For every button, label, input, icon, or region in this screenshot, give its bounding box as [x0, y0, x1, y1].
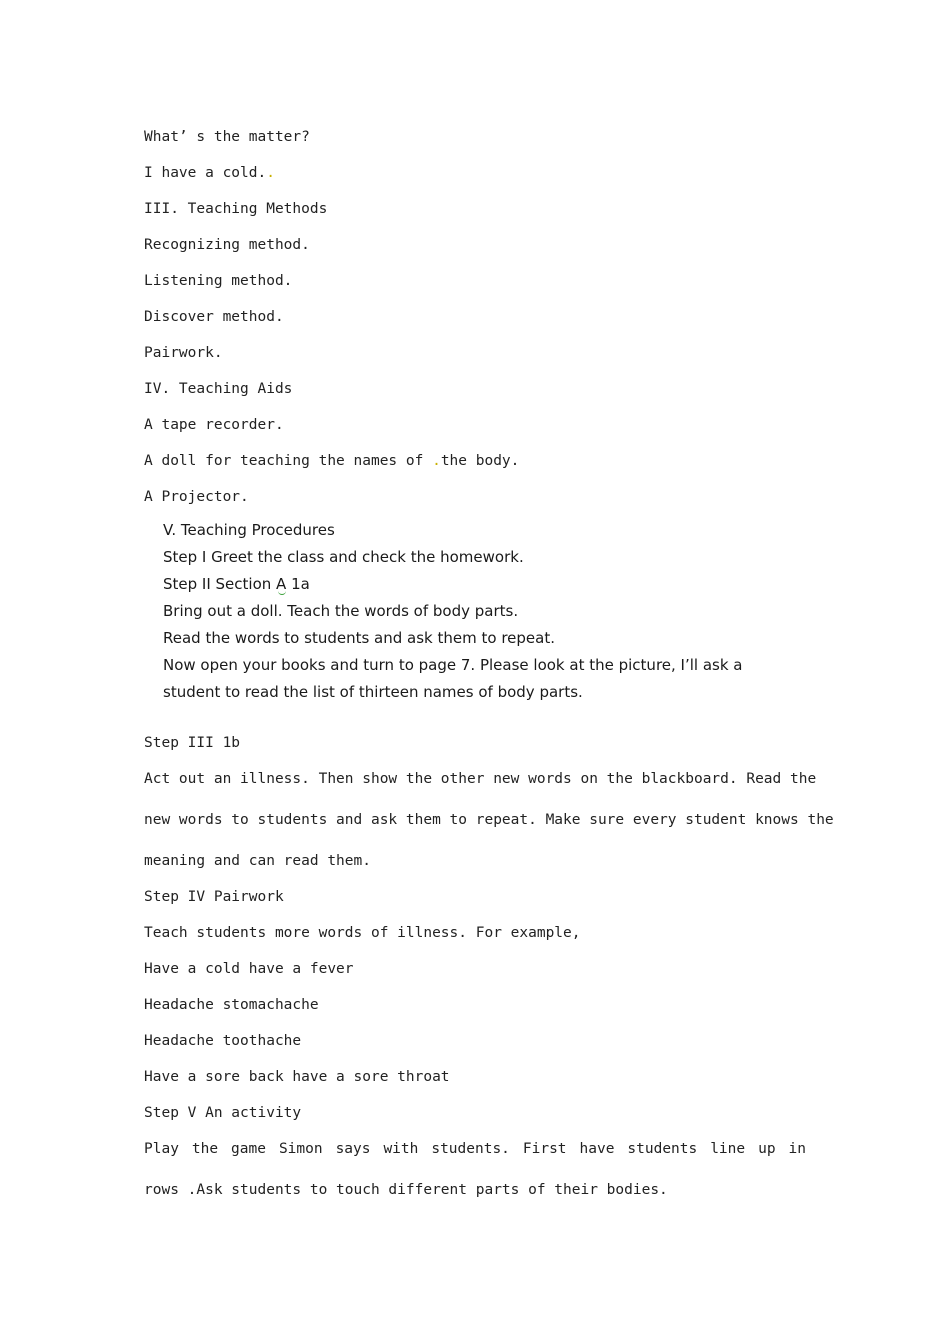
example-line-3: Headache toothache — [144, 1033, 302, 1049]
text-line-open-books-1: Now open your books and turn to page 7. Please look at the picture, I’ll ask a — [163, 656, 743, 674]
section-heading-step3: Step III 1b — [144, 735, 241, 751]
text-line-teach-more: Teach students more words of illness. For example, — [144, 925, 581, 941]
paragraph-act-line2: new words to students and ask them to repeat. Make sure every student knows the — [144, 812, 834, 828]
example-line-2: Headache stomachache — [144, 997, 319, 1013]
section-heading-teaching-procedures: V. Teaching Procedures — [163, 521, 335, 539]
text-doll-part2: the body. — [440, 453, 520, 469]
text-doll-part1: A doll for teaching the names of — [144, 453, 433, 469]
text-line-bring-doll: Bring out a doll. Teach the words of body parts. — [163, 602, 519, 620]
text-line-whats-the-matter: What’ s the matter? — [144, 129, 310, 145]
paragraph-act-line3: meaning and can read them. — [144, 853, 371, 869]
paragraph-act-line1: Act out an illness. Then show the other new words on the blackboard. Read the — [144, 771, 817, 787]
text-line-open-books-2: student to read the list of thirteen names of body parts. — [163, 683, 583, 701]
edit-mark-dot: . — [266, 165, 275, 181]
text-line-step2 — [163, 575, 310, 593]
text-line-listening: Listening method. — [144, 273, 293, 289]
text-line-have-cold — [144, 164, 275, 182]
text-line-projector: A Projector. — [144, 489, 249, 505]
text-line-recognizing: Recognizing method. — [144, 237, 310, 253]
text-line-step1: Step I Greet the class and check the homework. — [163, 548, 524, 566]
text-have-cold: I have a cold. — [144, 165, 267, 181]
text-line-doll — [144, 452, 519, 470]
text-step2-letter: A — [276, 575, 287, 593]
example-line-1: Have a cold have a fever — [144, 961, 354, 977]
edit-mark-dot: . — [432, 453, 441, 469]
text-step2-suffix: 1a — [286, 575, 310, 593]
section-heading-step4: Step IV Pairwork — [144, 889, 284, 905]
text-line-tape-recorder: A tape recorder. — [144, 417, 284, 433]
section-heading-teaching-methods: III. Teaching Methods — [144, 201, 328, 217]
text-step2-prefix: Step II Section — [163, 575, 277, 593]
section-heading-step5: Step V An activity — [144, 1105, 302, 1121]
text-line-pairwork: Pairwork. — [144, 345, 223, 361]
paragraph-play-line2: rows .Ask students to touch different parts of their bodies. — [144, 1182, 668, 1198]
text-line-discover: Discover method. — [144, 309, 284, 325]
paragraph-play-line1: Play the game Simon says with students. First have students line up in — [144, 1141, 806, 1157]
example-line-4: Have a sore back have a sore throat — [144, 1069, 450, 1085]
text-line-read-words: Read the words to students and ask them to repeat. — [163, 629, 555, 647]
section-heading-teaching-aids: IV. Teaching Aids — [144, 381, 293, 397]
